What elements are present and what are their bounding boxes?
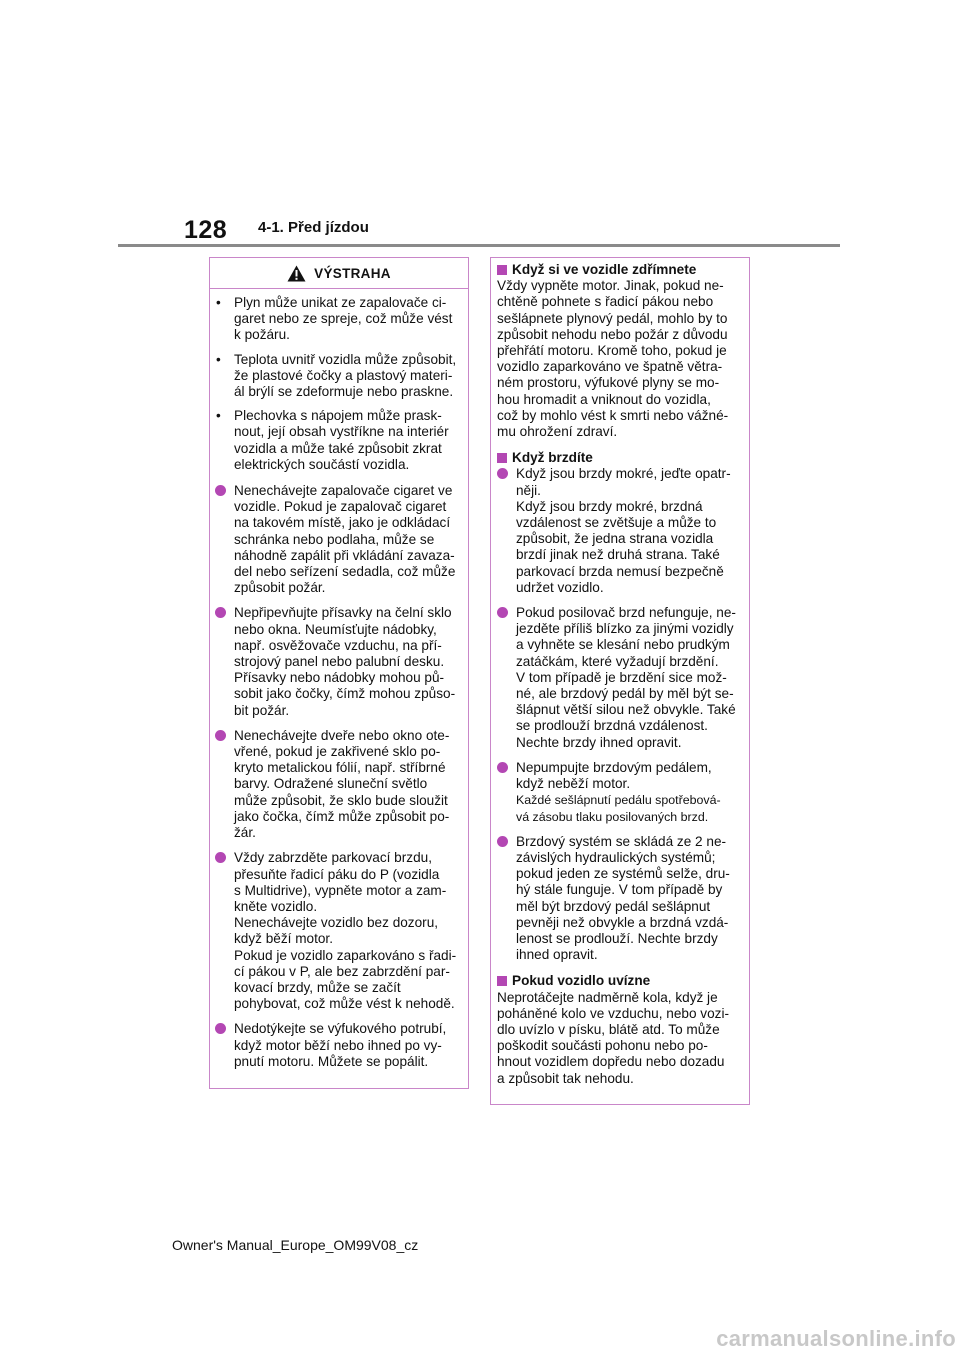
circle-bullet-icon [497, 607, 508, 618]
text-line: jezděte příliš blízko za jinými vozidly [516, 621, 734, 637]
subsection-heading [497, 450, 743, 466]
text-line: Když jsou brzdy mokré, brzdná [516, 498, 703, 514]
text-line: udržet vozidlo. [516, 579, 604, 595]
warning-bullet [215, 408, 462, 473]
bullet-mark: • [216, 295, 221, 310]
text-line: vozidle. Pokud je zapalovač cigaret [234, 499, 447, 515]
text-line: né, ale brzdový pedál by měl být se- [516, 686, 734, 702]
text-line: elektrických součástí vozidla. [234, 456, 410, 472]
warning-item [215, 483, 462, 596]
text-line: Přísavky nebo nádobky mohou pů- [234, 670, 445, 686]
text-line: garet nebo ze spreje, což může vést [234, 311, 453, 327]
text-line: zatáčkám, které vyžadují brzdění. [516, 653, 719, 669]
text-line: Neprotáčejte nadměrně kola, když je [497, 989, 718, 1005]
text-line: kněte vozidlo. [234, 898, 318, 914]
text-line: V tom případě je brzdění sice mož- [516, 669, 727, 685]
text-line: parkovací brzda nemusí bezpečně [516, 563, 724, 579]
section-title: 4-1. Před jízdou [258, 219, 369, 236]
info-item [497, 834, 743, 964]
text-line: pohybovat, což může vést k nehodě. [234, 996, 455, 1012]
text-line: přesuňte řadicí páku do P (vozidla [234, 866, 440, 882]
text-line: což by mohlo vést k smrti nebo vážné- [497, 407, 729, 423]
subsection-heading [497, 262, 743, 278]
text-line: pokud jeden ze systémů selže, dru- [516, 866, 730, 882]
text-line: poškodit součásti pohonu nebo po- [497, 1038, 708, 1054]
text-line: Pokud je vozidlo zaparkováno s řadi- [234, 947, 457, 963]
circle-bullet-icon [215, 485, 226, 496]
text-line: poháněné kolo ve vzduchu, nebo vozi- [497, 1005, 730, 1021]
text-line: del nebo seřízení sedadla, což může [234, 564, 456, 580]
subsection-title: Když si ve vozidle zdřímnete [512, 262, 697, 277]
text-line: sobit jako čočky, čímž mohou způso- [234, 686, 456, 702]
warning-title: VÝSTRAHA [314, 265, 391, 281]
warning-triangle-icon [287, 265, 306, 282]
text-line: způsobit nehodu nebo požár z důvodu [497, 326, 728, 342]
text-line: k požáru. [234, 327, 290, 343]
text-line: něji. [516, 482, 541, 498]
circle-bullet-icon [215, 730, 226, 741]
text-line: hnout vozidlem dopředu nebo dozadu [497, 1054, 725, 1070]
warning-item [215, 605, 462, 718]
info-item [497, 605, 743, 751]
info-item [497, 760, 743, 825]
warning-item [215, 728, 462, 841]
text-line: ném prostoru, výfukové plyny se mo- [497, 375, 720, 391]
text-line: Teplota uvnitř vozidla může způsobit, [234, 351, 457, 367]
bullet-mark: • [216, 351, 221, 367]
circle-bullet-icon [497, 762, 508, 773]
square-bullet-icon [497, 976, 507, 986]
text-line: sešlápnete plynový pedál, mohlo by to [497, 310, 728, 326]
text-line: schránka nebo podlaha, může se [234, 531, 435, 547]
text-line: nebo okna. Neumísťujte nádobky, [234, 621, 437, 637]
header-divider [118, 244, 840, 247]
warning-body [210, 289, 468, 1070]
text-line: když neběží motor. [516, 776, 631, 792]
circle-bullet-icon [215, 607, 226, 618]
text-line: bit požár. [234, 702, 290, 718]
circle-bullet-icon [215, 852, 226, 863]
paragraph [497, 278, 743, 440]
text-line: Nenechávejte vozidlo bez dozoru, [234, 915, 439, 931]
text-line: Když jsou brzdy mokré, jeďte opatr- [516, 466, 731, 482]
text-line: cí pákou v P, ale bez zabrzdění par- [234, 963, 450, 979]
warning-bullet [215, 295, 462, 344]
text-line: např. osvěžovače vzduchu, na pří- [234, 637, 442, 653]
info-item [497, 466, 743, 596]
text-line: šlápnut větší silou než obvykle. Také [516, 702, 736, 718]
circle-bullet-icon [497, 836, 508, 847]
subsection-heading [497, 973, 743, 989]
text-line: způsobit, že jedna strana vozidla [516, 531, 714, 547]
text-line: a vyhněte se klesání nebo prudkým [516, 637, 730, 653]
watermark: carmanualsonline.info [716, 1326, 956, 1351]
text-line: může způsobit, že sklo bude sloužit [234, 792, 448, 808]
text-line: způsobit požár. [234, 580, 326, 596]
warning-box [209, 257, 469, 1089]
text-line: na takovém místě, jako je odkládací [234, 515, 451, 531]
text-line: vozidla a může také způsobit zkrat [234, 440, 442, 456]
text-line: ál brýlí se zdeformuje nebo praskne. [234, 384, 454, 400]
text-line: Nepumpujte brzdovým pedálem, [516, 759, 712, 775]
bullet-mark: • [216, 408, 221, 424]
text-line: Nenechávejte zapalovače cigaret ve [234, 483, 453, 499]
text-line: se prodlouží brzdná vzdálenost. [516, 718, 708, 734]
text-line: přehřátí motoru. Kromě toho, pokud je [497, 343, 727, 359]
text-line: závislých hydraulických systémů; [516, 849, 716, 865]
text-line: strojový panel nebo palubní desku. [234, 654, 445, 670]
text-line: barvy. Odražené sluneční světlo [234, 776, 428, 792]
text-line: vá zásobu tlaku posilovaných brzd. [516, 809, 709, 824]
page-number: 128 [184, 216, 228, 244]
text-line: Pokud posilovač brzd nefunguje, ne- [516, 605, 736, 621]
text-line: hý stále funguje. V tom případě by [516, 882, 723, 898]
text-line: nout, její obsah vystříkne na interiér [234, 424, 449, 440]
text-line: vozidlo zaparkováno ve špatně větra- [497, 359, 723, 375]
footer-text: Owner's Manual_Europe_OM99V08_cz [172, 1237, 419, 1253]
text-line: kryto metalickou fólií, např. stříbrné [234, 760, 446, 776]
text-line: Každé sešlápnutí pedálu spotřebová- [516, 793, 721, 808]
warning-bullet [215, 352, 462, 401]
text-line: Nedotýkejte se výfukového potrubí, [234, 1021, 447, 1037]
text-line: Nepřipevňujte přísavky na čelní sklo [234, 605, 452, 621]
text-line: Plechovka s nápojem může prask- [234, 408, 442, 424]
text-line: Brzdový systém se skládá ze 2 ne- [516, 833, 727, 849]
text-line: Plyn může unikat ze zapalovače ci- [234, 295, 447, 310]
square-bullet-icon [497, 453, 507, 463]
text-line: žár. [234, 825, 256, 841]
text-line: kovací brzdy, může se začít [234, 979, 401, 995]
text-line: pnutí motoru. Můžete se popálit. [234, 1053, 429, 1069]
subsection-title: Když brzdíte [512, 450, 593, 466]
circle-bullet-icon [497, 468, 508, 479]
text-line: lenost se prodlouží. Nechte brzdy [516, 930, 718, 946]
text-line: a způsobit tak nehodu. [497, 1070, 634, 1086]
text-line: dlo uvízlo v písku, blátě atd. To může [497, 1021, 720, 1037]
text-line: brzdí jinak než druhá strana. Také [516, 547, 720, 563]
text-line: ihned opravit. [516, 947, 598, 963]
paragraph [497, 990, 743, 1087]
text-line: Vždy zabrzděte parkovací brzdu, [234, 850, 432, 866]
text-line: když motor běží nebo ihned po vy- [234, 1037, 442, 1053]
warning-header [210, 258, 468, 289]
warning-item [215, 850, 462, 1012]
text-line: když běží motor. [234, 931, 333, 947]
text-line: Nechte brzdy ihned opravit. [516, 734, 682, 750]
text-line: vzdálenost se zvětšuje a může to [516, 515, 717, 531]
text-line: náhodně zapálit při vkládání zavaza- [234, 547, 455, 563]
text-line: chtěně pohnete s řadicí pákou nebo [497, 294, 714, 310]
text-line: Nenechávejte dveře nebo okno ote- [234, 727, 450, 743]
text-line: hou hromadit a vniknout do vozidla, [497, 391, 711, 407]
text-line: měl být brzdový pedál sešlápnut [516, 898, 711, 914]
text-line: pevněji než obvykle a brzdná vzdá- [516, 914, 729, 930]
square-bullet-icon [497, 265, 507, 275]
text-line: mu ohrožení zdraví. [497, 424, 618, 440]
text-line: jako čočka, čímž může způsobit po- [234, 808, 450, 824]
subsection-title: Pokud vozidlo uvízne [512, 973, 651, 989]
text-line: Vždy vypněte motor. Jinak, pokud ne- [497, 278, 724, 294]
circle-bullet-icon [215, 1023, 226, 1034]
warning-item [215, 1021, 462, 1070]
text-line: vřené, pokud je zakřivené sklo po- [234, 744, 441, 760]
info-box [490, 257, 750, 1105]
text-line: s Multidrive), vypněte motor a zam- [234, 882, 447, 898]
text-line: že plastové čočky a plastový materi- [234, 367, 453, 383]
